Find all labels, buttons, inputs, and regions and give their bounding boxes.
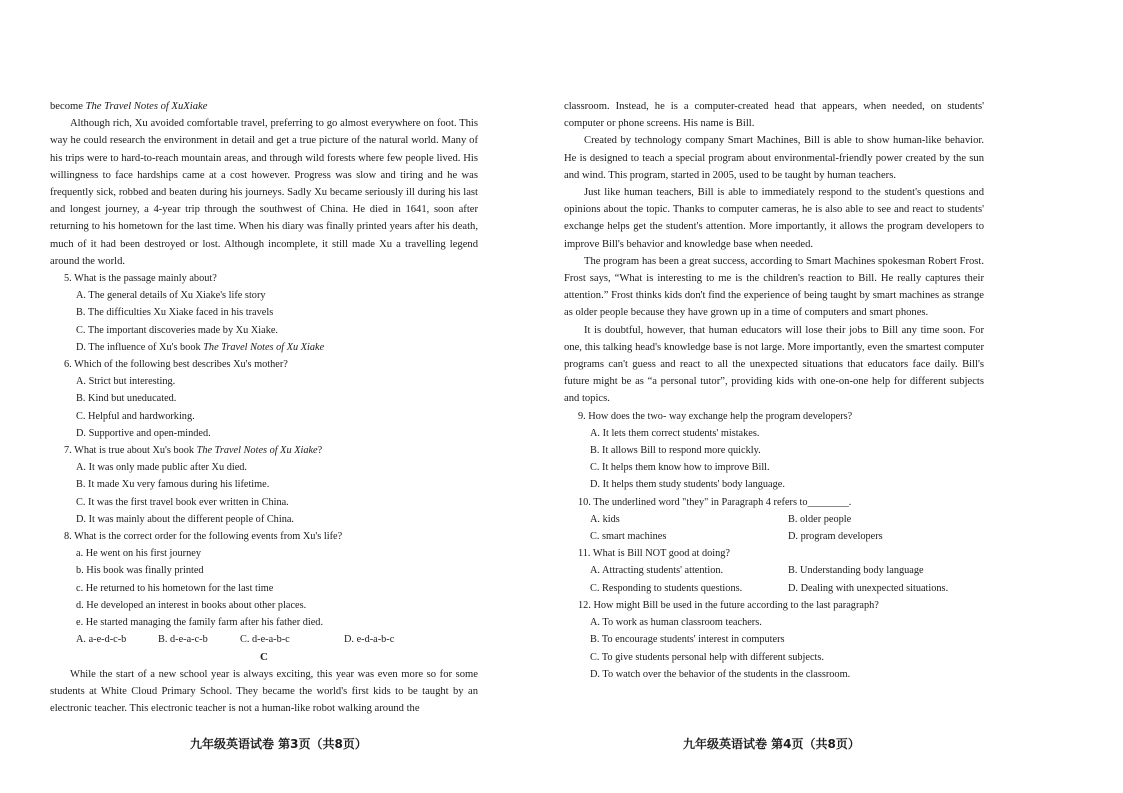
option: C. smart machines	[590, 531, 667, 543]
option: B. It made Xu very famous during his lifetime.	[76, 479, 270, 491]
passage-paragraph: classroom. Instead, he is a computer-created head that appears, when needed, on students' computer or phone screens. His name is Bill.	[564, 101, 984, 130]
option: A. kids	[590, 513, 620, 525]
option: A. Attracting students' attention.	[590, 565, 724, 577]
option: B. It allows Bill to respond more quickly.	[590, 445, 761, 457]
option: D. e-d-a-b-c	[344, 634, 395, 646]
option: C. Responding to students questions.	[590, 582, 743, 594]
option: B. To encourage students' interest in computers	[590, 634, 785, 646]
passage-paragraph: Created by technology company Smart Machines, Bill is able to show human-like behavior. He is designed to teach a special program about environmental-friendly power created by the sun and wind. This program, started in 2005, used to be taught by human teachers.	[564, 135, 984, 181]
option: D. program developers	[788, 531, 883, 543]
event-item: b. His book was finally printed	[76, 565, 204, 577]
choices-row	[564, 528, 984, 545]
event-item: e. He started managing the family farm after his father died.	[76, 617, 324, 629]
choices-row	[564, 511, 984, 528]
option-text: D. The influence of Xu's book	[76, 341, 204, 353]
passage-paragraph: It is doubtful, however, that human educators will lose their jobs to Bill any time soon. For one, this talking head's knowledge base is not large. More importantly, even the smartest computer programs can't guess and react to all the unexpected situations that educators face daily. Bill's future might be as “a personal tutor”, providing kids with one-on-one help for different subjects and topics.	[564, 324, 984, 405]
choices-row	[50, 631, 478, 648]
option: A. Strict but interesting.	[76, 376, 176, 388]
option: B. older people	[788, 513, 852, 525]
book-title: The Travel Notes of Xu Xiake	[196, 445, 318, 457]
option: B. Kind but uneducated.	[76, 393, 177, 405]
option: D. It helps them study students' body language.	[590, 479, 785, 491]
question-stem: 5. What is the passage mainly about?	[64, 273, 217, 285]
option	[50, 339, 478, 356]
option: D. It was mainly about the different people of China.	[76, 513, 294, 525]
book-title: The Travel Notes of Xu Xiake	[203, 341, 325, 353]
question-stem: 6. Which of the following best describes Xu's mother?	[64, 359, 288, 371]
question-5	[50, 270, 478, 356]
event-item: c. He returned to his hometown for the last time	[76, 582, 274, 594]
intro-line	[50, 98, 478, 115]
question-stem	[50, 442, 478, 459]
passage-paragraph: While the start of a new school year is always exciting, this year was even more so for some students at White Cloud Primary School. They became the world's first kids to be taught by an electronic teacher. This electronic teacher is not a human-like robot walking around the	[50, 668, 478, 714]
event-item: d. He developed an interest in books about other places.	[76, 599, 307, 611]
question-7	[50, 442, 478, 528]
passage-paragraph: The program has been a great success, according to Smart Machines spokesman Robert Frost. Frost says, “What is interesting to me is the children's reaction to Bill. He really captures their attention.” Frost thinks kids don't find the experience of being taught by smart machines as strange as older people because they have grown up in a time of computers and smart phones.	[564, 255, 984, 319]
option: A. It was only made public after Xu died.	[76, 462, 247, 474]
left-page	[50, 98, 478, 717]
option: C. It helps them know how to improve Bill.	[590, 462, 770, 474]
question-8	[50, 528, 478, 648]
question-11	[564, 545, 984, 597]
stem-text: 7. What is true about Xu's book	[64, 445, 197, 457]
page-footer-right: 九年级英语试卷 第4页（共8页）	[683, 737, 860, 751]
question-stem: 12. How might Bill be used in the future according to the last paragraph?	[578, 599, 879, 611]
passage-paragraph: Just like human teachers, Bill is able to immediately respond to the student's questions and opinions about the topic. Thanks to computer cameras, he is also able to see and react to students' exchange helps get the student's attention. More importantly, it allows the program developers to improve Bill's behavior and knowledge base when needed.	[564, 187, 984, 250]
page-footer-left: 九年级英语试卷 第3页（共8页）	[190, 737, 367, 751]
option: D. Dealing with unexpected situations.	[788, 582, 949, 594]
question-stem: 11. What is Bill NOT good at doing?	[578, 548, 730, 560]
book-title: The Travel Notes of XuXiake	[85, 101, 208, 112]
choices-row	[564, 562, 984, 579]
choices-row	[564, 580, 984, 597]
option: A. It lets them correct students' mistakes.	[590, 427, 760, 439]
question-12	[564, 597, 984, 683]
section-heading: C	[260, 650, 268, 663]
option: C. It was the first travel book ever written in China.	[76, 496, 289, 508]
option: A. a-e-d-c-b	[76, 634, 127, 646]
intro-text: become	[50, 101, 86, 112]
passage-paragraph: Although rich, Xu avoided comfortable travel, preferring to go almost everywhere on foot. This way he could research the environment in detail and get a true picture of the natural world. Many of his trips were to hard-to-reach mountain areas, and through wild forests where few people lived. His willingness to face hardships came at a cost however. Progress was slow and tiring and he was frequently sick, robbed and beaten during his journeys. Sadly Xu became seriously ill during his last and longest journey, a 4-year trip through the southwest of China. He died in 1641, soon after returning to his hometown for the last time. When his diary was finally printed years after his death, much of it had been destroyed or lost. Although incomplete, it still made Xu a travelling legend around the world.	[50, 118, 478, 267]
option: C. Helpful and hardworking.	[76, 410, 195, 422]
option: D. To watch over the behavior of the students in the classroom.	[590, 668, 851, 680]
event-item: a. He went on his first journey	[76, 548, 201, 560]
option: B. d-e-a-c-b	[158, 634, 208, 646]
question-6	[50, 356, 478, 442]
question-stem: 8. What is the correct order for the following events from Xu's life?	[64, 531, 343, 543]
option: B. The difficulties Xu Xiake faced in his travels	[76, 307, 274, 319]
question-9	[564, 408, 984, 494]
stem-text: ?	[317, 445, 323, 457]
option: C. d-e-a-b-c	[240, 634, 290, 646]
option: A. The general details of Xu Xiake's life story	[76, 290, 266, 302]
question-stem: 10. The underlined word "they" in Paragraph 4 refers to________.	[578, 496, 852, 508]
option: D. Supportive and open-minded.	[76, 427, 211, 439]
right-page	[564, 98, 984, 683]
option: A. To work as human classroom teachers.	[590, 617, 762, 629]
question-stem: 9. How does the two- way exchange help the program developers?	[578, 410, 853, 422]
option: C. To give students personal help with different subjects.	[590, 651, 824, 663]
option: B. Understanding body language	[788, 565, 924, 577]
question-10	[564, 494, 984, 546]
option: C. The important discoveries made by Xu Xiake.	[76, 324, 278, 336]
